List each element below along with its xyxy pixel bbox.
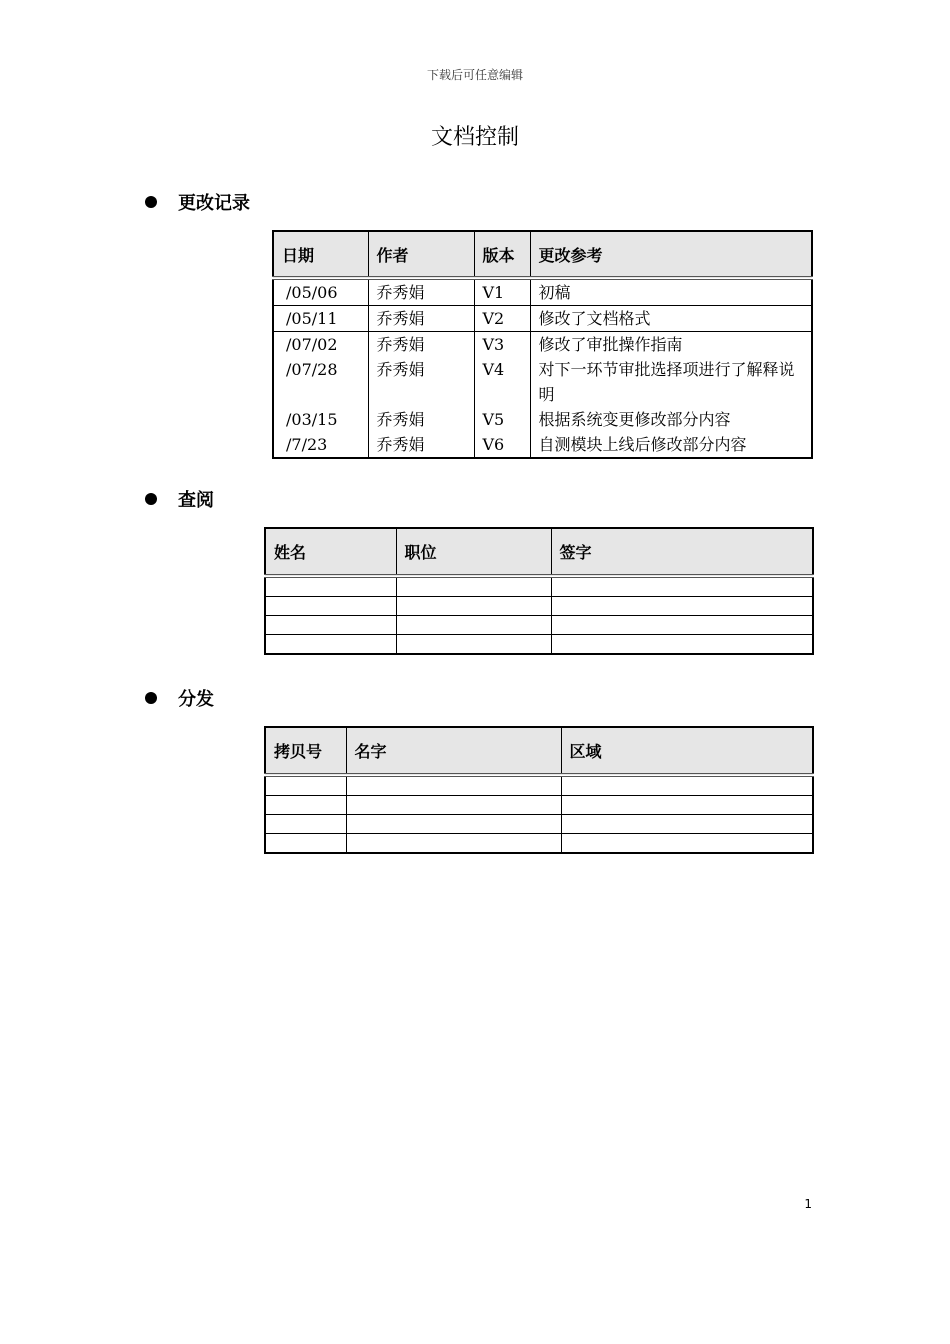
cell-change-ref: 对下一环节审批选择项进行了解释说明 <box>530 357 812 407</box>
table-cell <box>265 597 396 616</box>
table-cell <box>265 834 346 854</box>
table-cell <box>396 576 551 597</box>
cell-change-ref: 自测模块上线后修改部分内容 <box>530 432 812 458</box>
table-row <box>265 775 813 796</box>
cell-date: /7/23 <box>273 432 368 458</box>
column-header-signature: 签字 <box>551 528 813 576</box>
table-row <box>265 616 813 635</box>
change-log-table <box>272 230 813 459</box>
bullet-icon <box>145 493 157 505</box>
table-row <box>273 357 812 407</box>
cell-version: V1 <box>474 278 530 306</box>
table-row <box>273 332 812 358</box>
bullet-icon <box>145 692 157 704</box>
page-number: 1 <box>804 1197 812 1211</box>
table-cell <box>265 635 396 655</box>
section-change-log <box>145 189 250 215</box>
cell-author: 乔秀娟 <box>368 306 474 332</box>
table-cell <box>396 635 551 655</box>
column-header-version: 版本 <box>474 231 530 278</box>
cell-author: 乔秀娟 <box>368 278 474 306</box>
cell-change-ref: 修改了审批操作指南 <box>530 332 812 358</box>
table-row <box>265 834 813 854</box>
cell-author: 乔秀娟 <box>368 357 474 407</box>
table-cell <box>561 815 813 834</box>
column-header-change-ref: 更改参考 <box>530 231 812 278</box>
table-cell <box>346 775 561 796</box>
table-cell <box>265 576 396 597</box>
table-cell <box>396 616 551 635</box>
table-row <box>265 796 813 815</box>
cell-author: 乔秀娟 <box>368 432 474 458</box>
distribution-table <box>264 726 814 854</box>
table-header-row <box>273 231 812 278</box>
section-heading: 分发 <box>178 689 214 710</box>
table-cell <box>561 796 813 815</box>
table-row <box>265 635 813 655</box>
review-table <box>264 527 814 655</box>
cell-version: V6 <box>474 432 530 458</box>
column-header-author: 作者 <box>368 231 474 278</box>
section-heading: 更改记录 <box>178 193 250 214</box>
section-heading: 查阅 <box>178 490 214 511</box>
table-cell <box>346 796 561 815</box>
table-cell <box>551 635 813 655</box>
section-distribution <box>145 685 214 711</box>
table-header-row <box>265 727 813 775</box>
section-review <box>145 486 214 512</box>
table-cell <box>346 834 561 854</box>
table-cell <box>551 616 813 635</box>
cell-date: /07/28 <box>273 357 368 407</box>
column-header-name: 名字 <box>346 727 561 775</box>
table-header-row <box>265 528 813 576</box>
table-row <box>265 597 813 616</box>
cell-version: V5 <box>474 407 530 432</box>
table-cell <box>561 775 813 796</box>
column-header-area: 区域 <box>561 727 813 775</box>
column-header-position: 职位 <box>396 528 551 576</box>
cell-version: V3 <box>474 332 530 358</box>
cell-change-ref: 根据系统变更修改部分内容 <box>530 407 812 432</box>
bullet-icon <box>145 196 157 208</box>
table-cell <box>551 576 813 597</box>
table-cell <box>265 815 346 834</box>
table-row <box>265 815 813 834</box>
cell-author: 乔秀娟 <box>368 332 474 358</box>
cell-author: 乔秀娟 <box>368 407 474 432</box>
table-cell <box>561 834 813 854</box>
table-cell <box>346 815 561 834</box>
document-title: 文档控制 <box>430 125 519 150</box>
table-row <box>265 576 813 597</box>
cell-date: /05/11 <box>273 306 368 332</box>
table-cell <box>265 796 346 815</box>
cell-date: /07/02 <box>273 332 368 358</box>
table-row <box>273 407 812 432</box>
cell-version: V2 <box>474 306 530 332</box>
cell-date: /05/06 <box>273 278 368 306</box>
table-cell <box>265 775 346 796</box>
cell-change-ref: 初稿 <box>530 278 812 306</box>
column-header-copy-number: 拷贝号 <box>265 727 346 775</box>
cell-change-ref: 修改了文档格式 <box>530 306 812 332</box>
table-row <box>273 432 812 458</box>
table-cell <box>396 597 551 616</box>
column-header-date: 日期 <box>273 231 368 278</box>
table-row <box>273 306 812 332</box>
header-note: 下载后可任意编辑 <box>426 68 523 82</box>
table-cell <box>551 597 813 616</box>
cell-version: V4 <box>474 357 530 407</box>
column-header-name: 姓名 <box>265 528 396 576</box>
table-row <box>273 278 812 306</box>
table-cell <box>265 616 396 635</box>
cell-date: /03/15 <box>273 407 368 432</box>
